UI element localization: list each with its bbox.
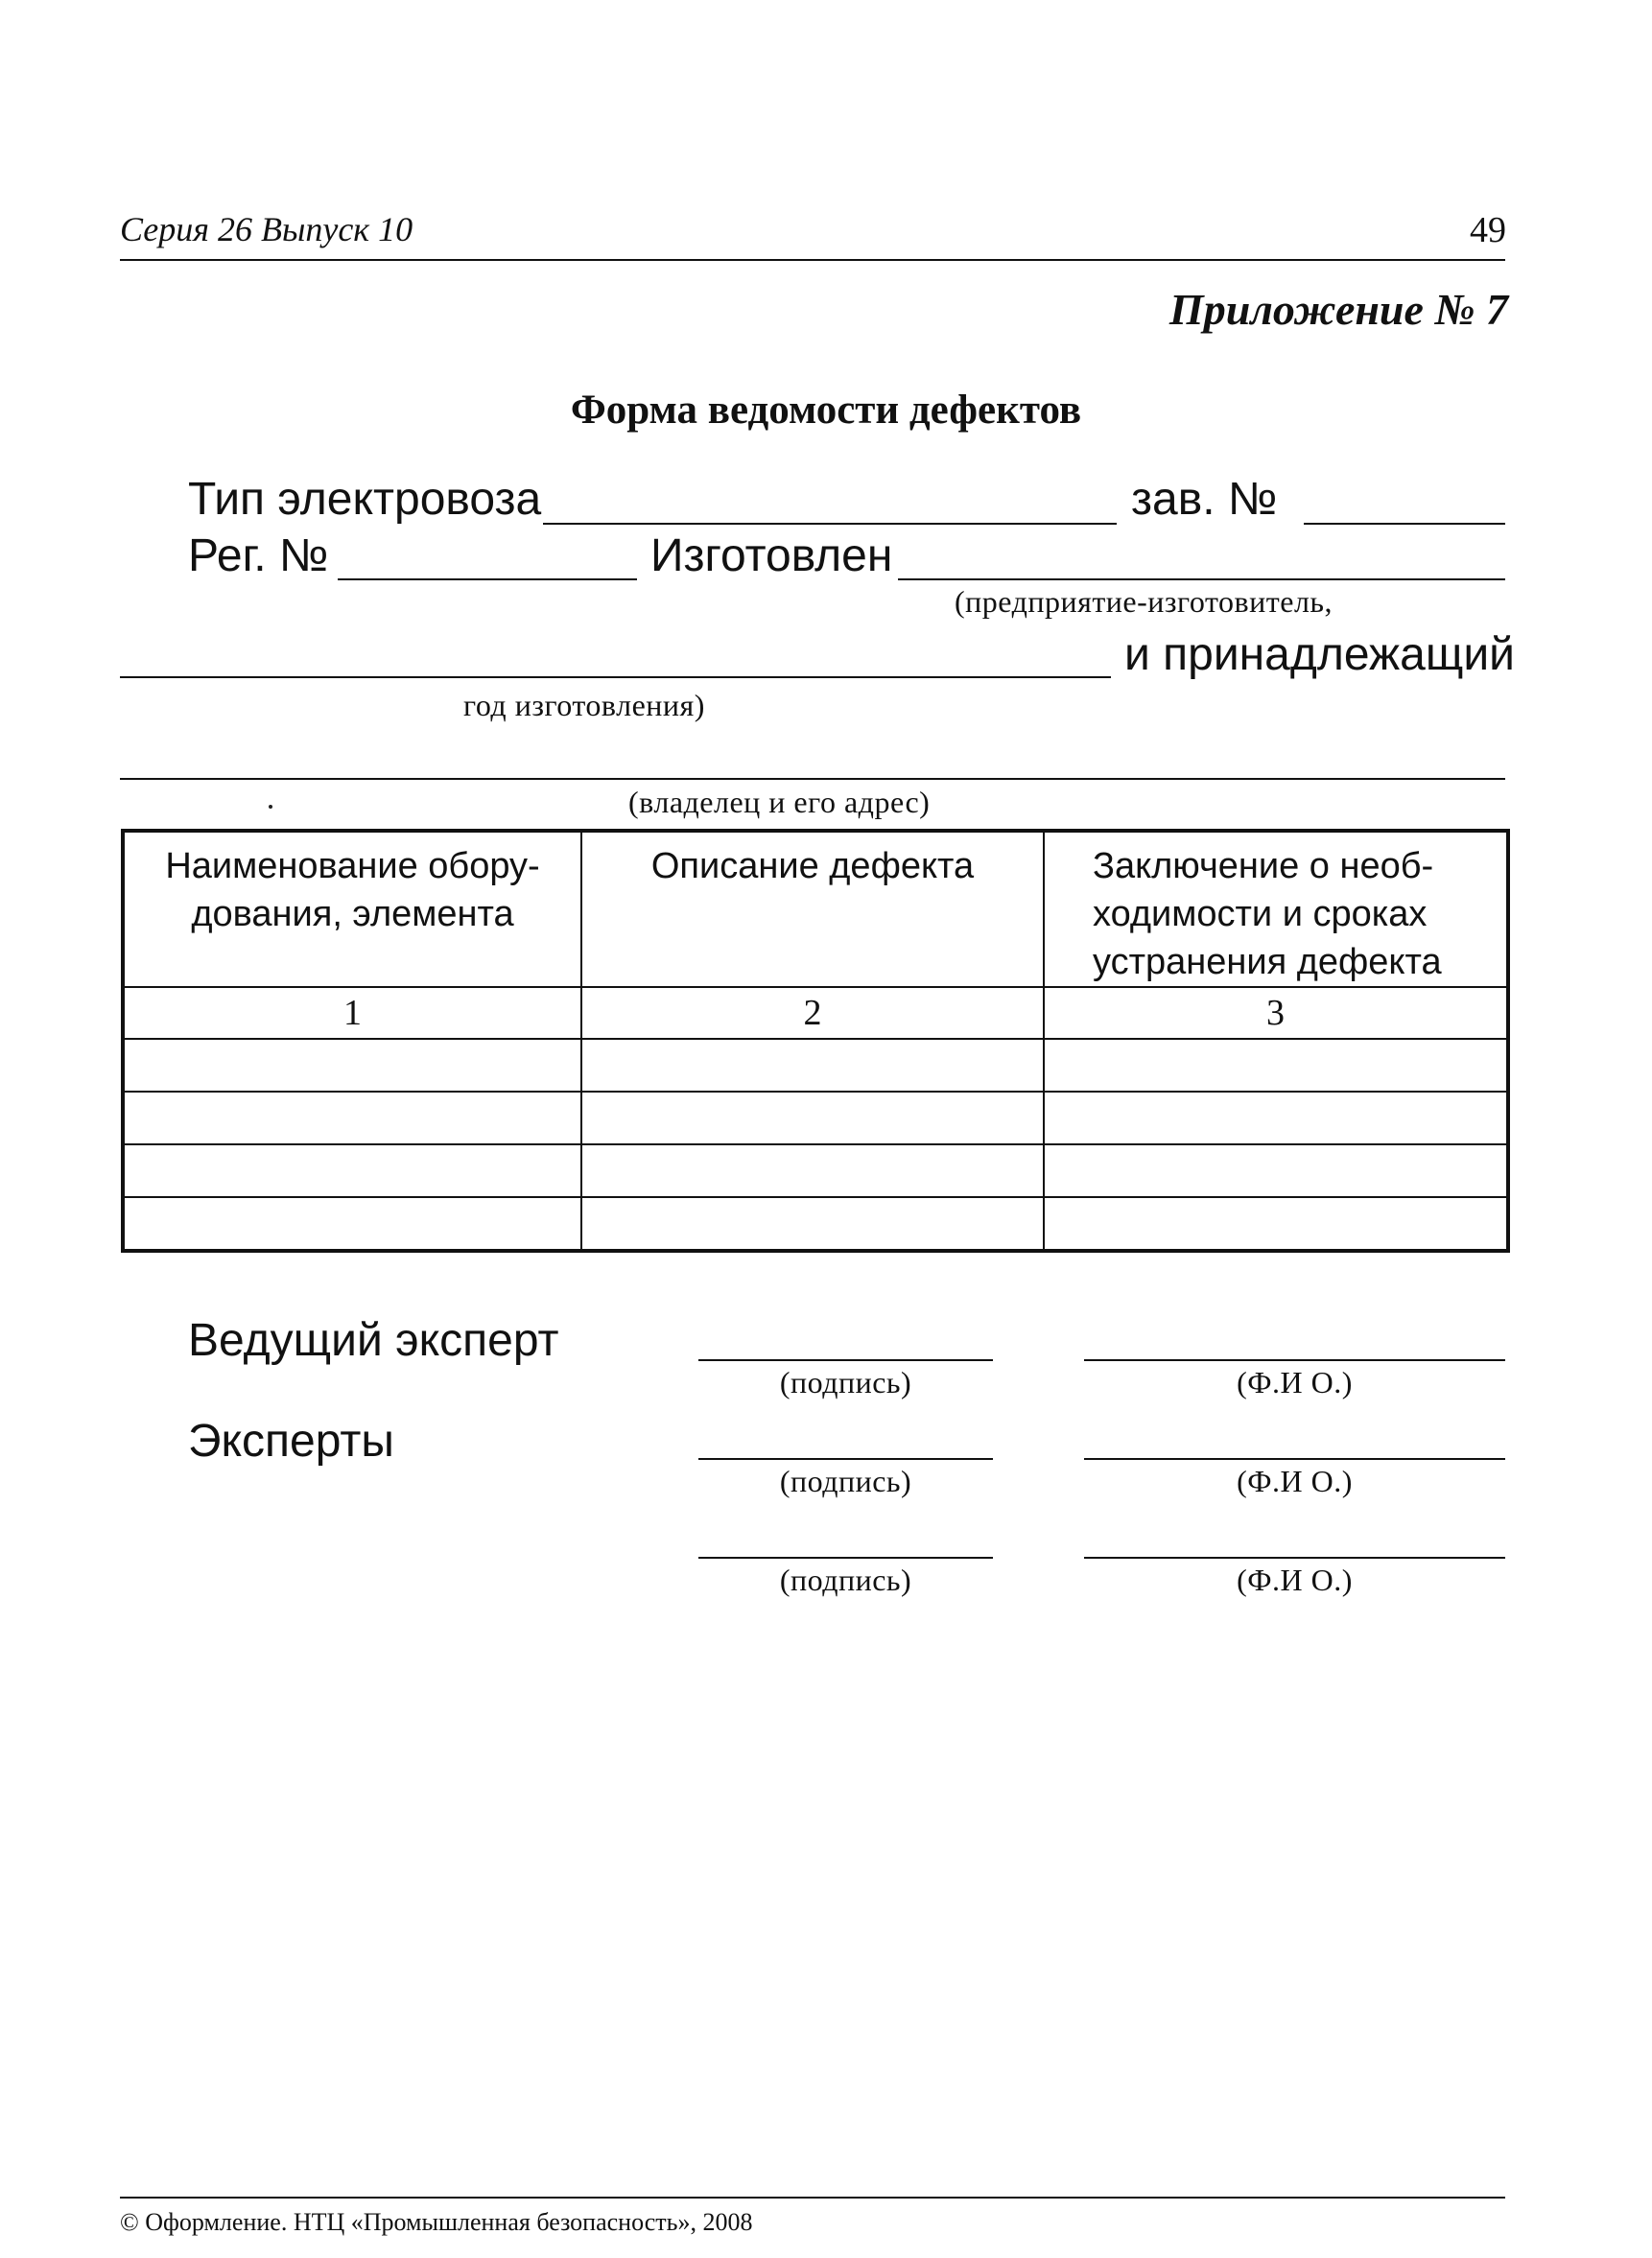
table-cell[interactable] [123, 1092, 581, 1144]
table-row [123, 1039, 1508, 1092]
table-cell[interactable] [1044, 1197, 1508, 1251]
expert-signature-field[interactable] [698, 1557, 993, 1559]
column-header-equipment [123, 831, 581, 987]
manufacturer-label: Изготовлен [650, 530, 893, 581]
column-number-row [123, 987, 1508, 1039]
reg-number-field[interactable] [338, 578, 637, 580]
footer-copyright: © Оформление. НТЦ «Промышленная безопасность», 2008 [120, 2208, 753, 2236]
table-row [123, 1144, 1508, 1197]
reg-number-label: Рег. № [188, 530, 329, 581]
table-cell[interactable] [581, 1144, 1044, 1197]
owned-by-label: и принадлежащий [1124, 629, 1515, 680]
column-header-conclusion [1044, 831, 1508, 987]
header-line: устранения дефекта [1093, 942, 1442, 982]
table-row [123, 1197, 1508, 1251]
table-cell[interactable] [1044, 1144, 1508, 1197]
lead-expert-label: Ведущий эксперт [188, 1315, 559, 1366]
form-title: Форма ведомости дефектов [570, 388, 1082, 433]
owner-hint: (владелец и его адрес) [628, 785, 931, 819]
column-header-description [581, 831, 1044, 987]
header-line: Заключение о необ- [1093, 846, 1434, 886]
column-number: 1 [123, 987, 581, 1039]
signature-hint: (подпись) [779, 1365, 912, 1399]
header-line: Наименование обору- [165, 846, 540, 886]
year-field[interactable] [120, 676, 1111, 678]
expert-name-field[interactable] [1084, 1458, 1505, 1460]
table-cell[interactable] [123, 1039, 581, 1092]
manufacturer-field[interactable] [898, 578, 1505, 580]
column-number: 2 [581, 987, 1044, 1039]
series-label: Серия 26 Выпуск 10 [120, 210, 413, 248]
stray-dot [269, 805, 272, 809]
appendix-label: Приложение № 7 [1168, 285, 1508, 334]
loco-type-field[interactable] [543, 523, 1117, 525]
table-cell[interactable] [581, 1039, 1044, 1092]
table-cell[interactable] [581, 1197, 1044, 1251]
lead-expert-name-field[interactable] [1084, 1359, 1505, 1361]
header-line: ходимости и сроках [1093, 894, 1428, 934]
table-cell[interactable] [581, 1092, 1044, 1144]
year-hint: год изготовления) [463, 688, 705, 722]
owner-field[interactable] [120, 778, 1505, 780]
serial-number-label: зав. № [1131, 474, 1278, 525]
manufacturer-hint: (предприятие-изготовитель, [955, 584, 1333, 619]
name-hint: (Ф.И О.) [1237, 1365, 1353, 1399]
column-number: 3 [1044, 987, 1508, 1039]
footer-divider [120, 2197, 1505, 2199]
expert-name-field[interactable] [1084, 1557, 1505, 1559]
table-header-row [123, 831, 1508, 987]
serial-number-field[interactable] [1304, 523, 1505, 525]
signature-hint: (подпись) [779, 1464, 912, 1498]
table-row [123, 1092, 1508, 1144]
name-hint: (Ф.И О.) [1237, 1464, 1353, 1498]
table-cell[interactable] [1044, 1039, 1508, 1092]
header-divider [120, 259, 1505, 261]
defects-table [121, 829, 1510, 1253]
header-line: Описание дефекта [650, 846, 975, 886]
table-cell[interactable] [123, 1197, 581, 1251]
table-cell[interactable] [1044, 1092, 1508, 1144]
header-line: дования, элемента [191, 894, 514, 934]
experts-label: Эксперты [188, 1416, 394, 1467]
name-hint: (Ф.И О.) [1237, 1563, 1353, 1597]
signature-hint: (подпись) [779, 1563, 912, 1597]
page-number: 49 [1470, 210, 1506, 250]
table-cell[interactable] [123, 1144, 581, 1197]
expert-signature-field[interactable] [698, 1458, 993, 1460]
lead-expert-signature-field[interactable] [698, 1359, 993, 1361]
loco-type-label: Тип электровоза [188, 474, 542, 525]
